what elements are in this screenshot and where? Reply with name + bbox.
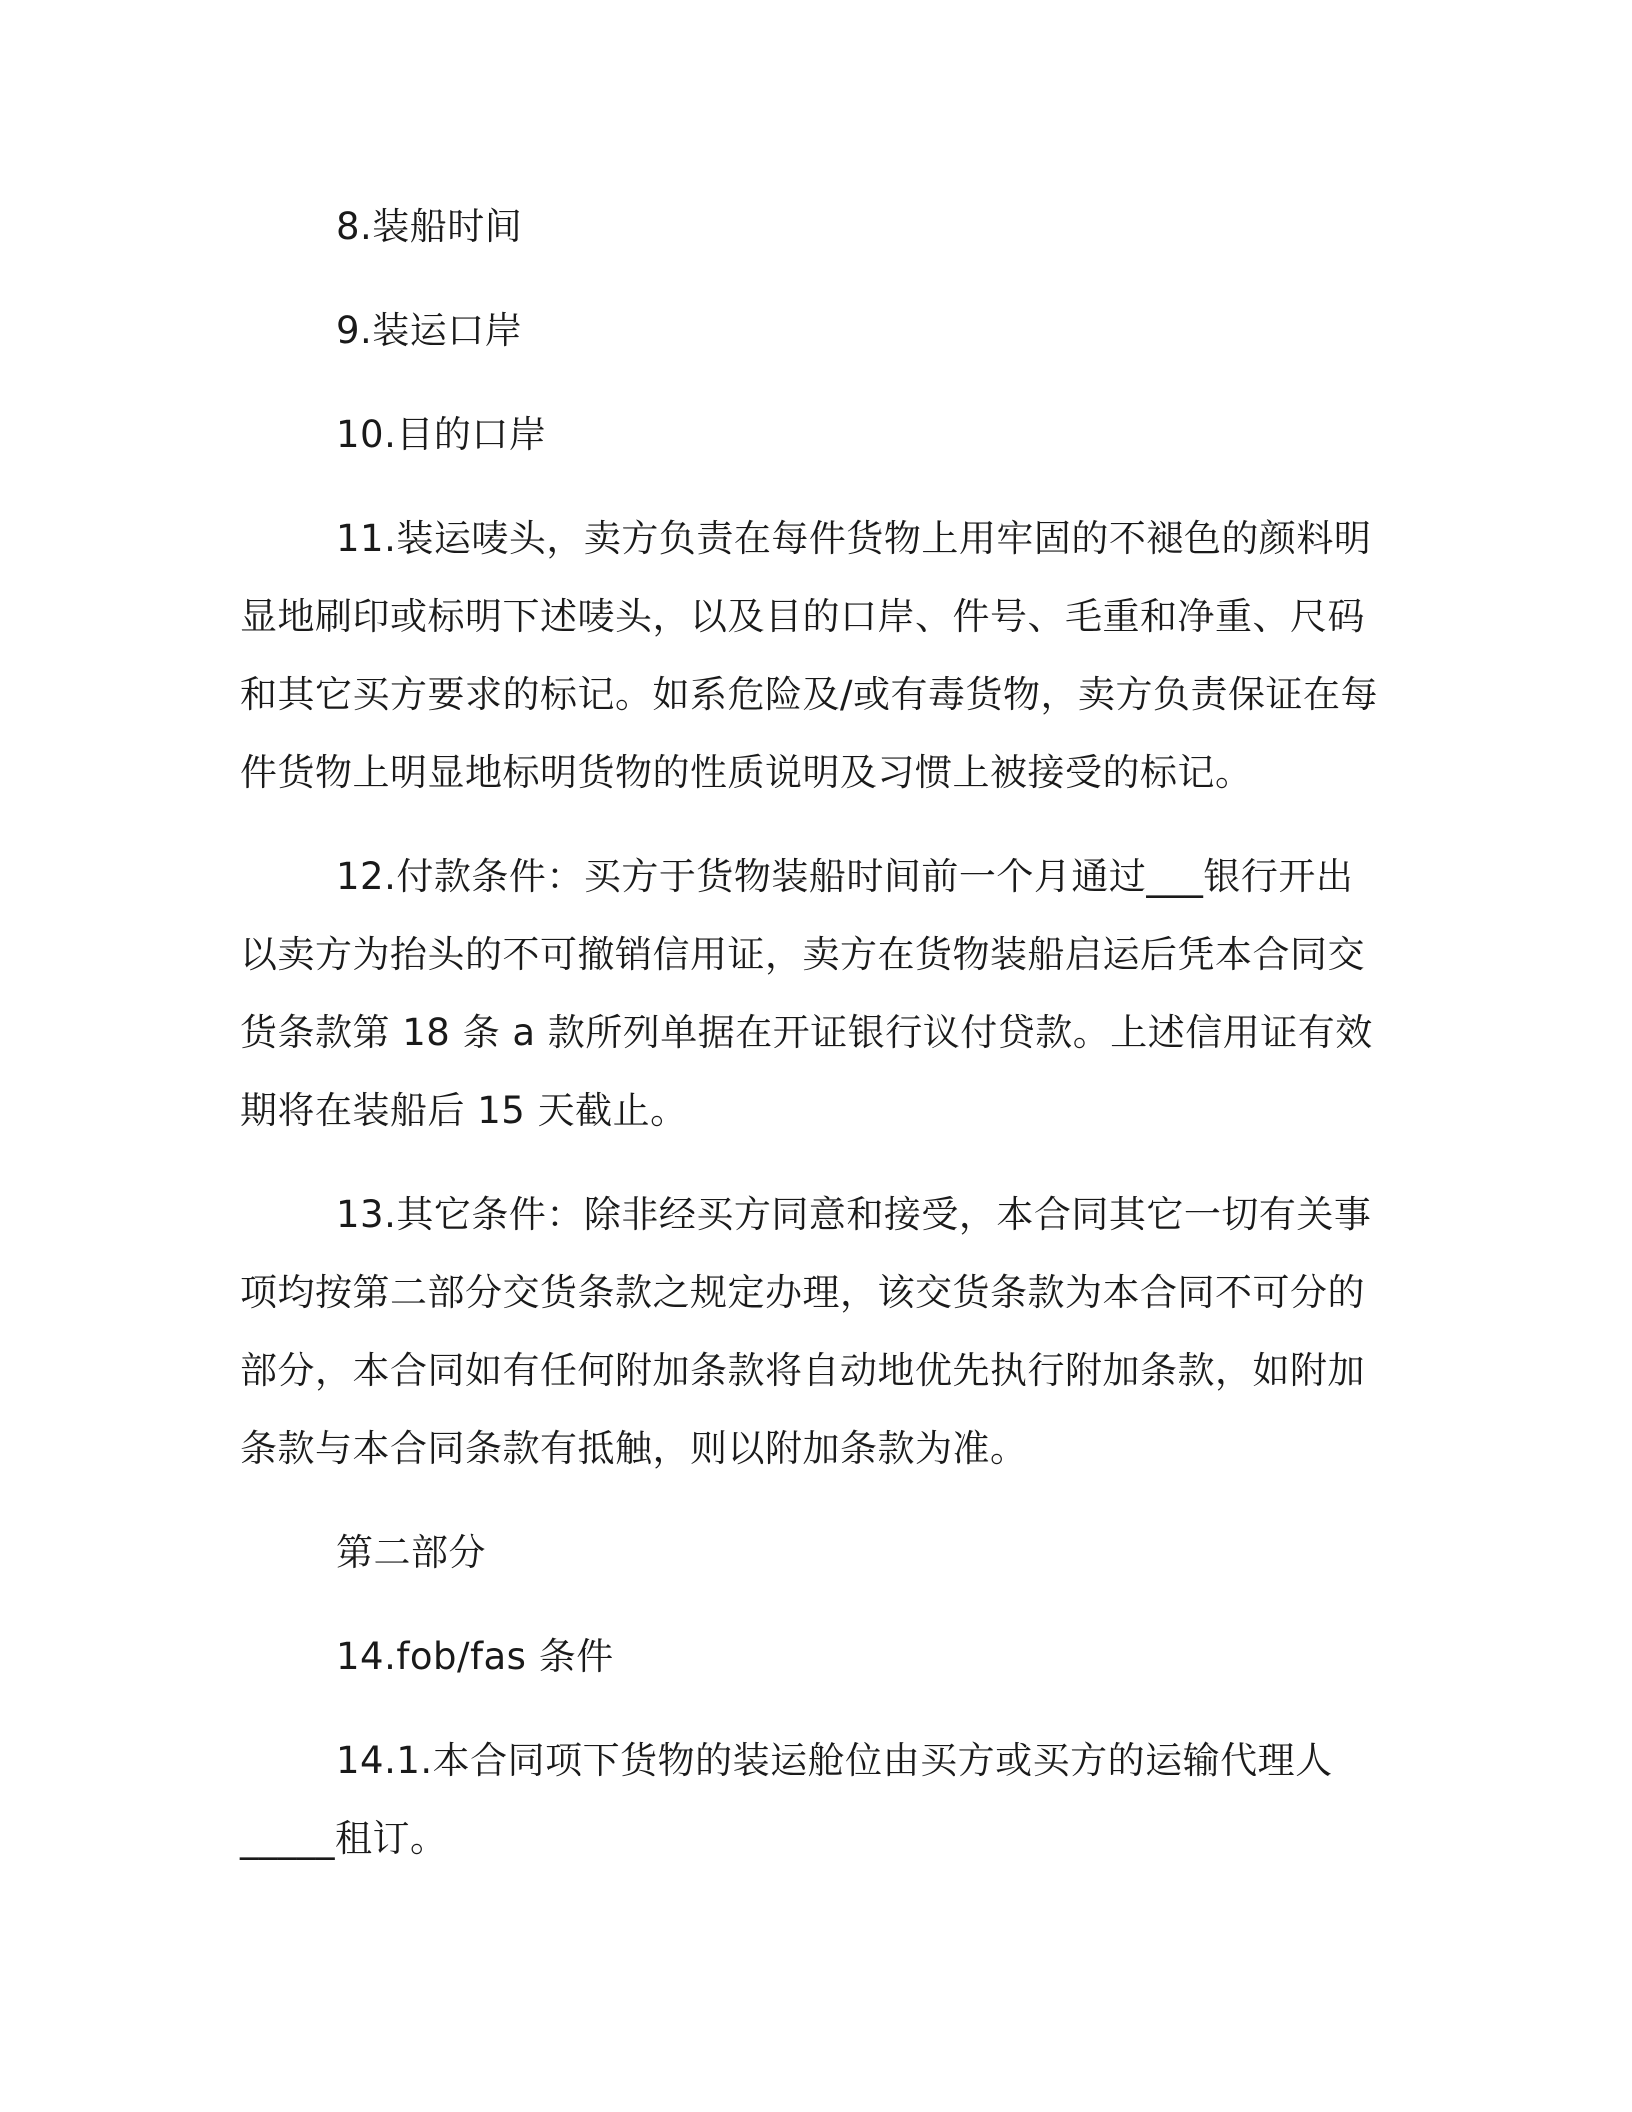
section-heading-part-two: 第二部分 [336, 1531, 486, 1574]
clause-14-1-shipping-space: 14.1.本合同项下货物的装运舱位由买方或买方的运输代理人_____租订。 [240, 1739, 1333, 1860]
clause-14-fob-fas-terms: 14.fob/fas 条件 [336, 1635, 614, 1678]
clause-13-other-conditions: 13.其它条件：除非经买方同意和接受，本合同其它一切有关事项均按第二部分交货条款之规定办理，该交货条款为本合同不可分的部分，本合同如有任何附加条款将自动地优先执行附加条款，如附加条款与本合同条款有抵触，则以附加条款为准。 [240, 1193, 1372, 1470]
clause-10-port-of-destination: 10.目的口岸 [336, 413, 547, 456]
clause-12-payment-terms: 12.付款条件：买方于货物装船时间前一个月通过___银行开出以卖方为抬头的不可撤销信用证，卖方在货物装船启运后凭本合同交货条款第 18 条 a 款所列单据在开证银行议付贷款。上述信用证有效期将在装船后 15 天截止。 [240, 855, 1373, 1132]
clause-9-port-of-shipment: 9.装运口岸 [336, 309, 523, 352]
clause-8-shipment-time: 8.装船时间 [336, 205, 523, 248]
document-body [240, 188, 1390, 1904]
clause-11-shipping-marks: 11.装运唛头，卖方负责在每件货物上用牢固的不褪色的颜料明显地刷印或标明下述唛头，以及目的口岸、件号、毛重和净重、尺码和其它买方要求的标记。如系危险及/或有毒货物，卖方负责保证在每件货物上明显地标明货物的性质说明及习惯上被接受的标记。 [240, 517, 1378, 794]
